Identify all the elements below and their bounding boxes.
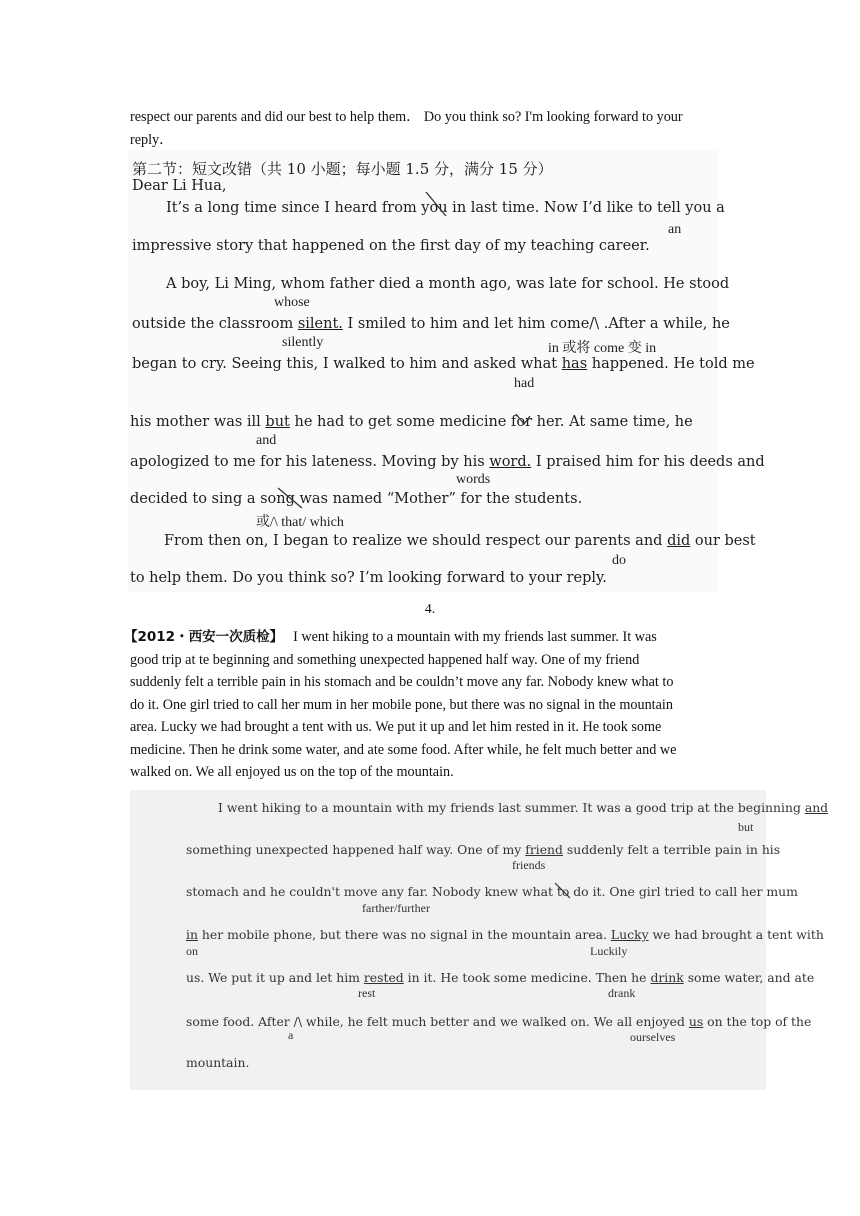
scan1-correction-4a: silently xyxy=(282,335,324,350)
scan1-line-7-error: word. xyxy=(489,454,532,470)
passage-line-6: medicine. Then he drink some water, and ate some food. After while, he felt much better and we xyxy=(130,742,677,758)
handwritten-strike-mark-2 xyxy=(552,880,574,902)
scan1-salutation: Dear Li Hua, xyxy=(132,178,227,194)
scan2-line-6-error: us xyxy=(688,1014,704,1029)
scan2-line-2-a: something unexpected happened half way. One of my xyxy=(186,842,526,857)
scan1-line-3: A boy, Li Ming, whom father died a month ago, was late for school. He stood xyxy=(166,276,730,292)
scan1-line-6-error: but xyxy=(265,414,290,430)
scan1-correction-5: had xyxy=(514,376,535,391)
scan2-line-4-b: we had brought a tent with xyxy=(648,927,824,942)
passage-line-4: do it. One girl tried to call her mum in her mobile pone, but there was no signal in the mountain xyxy=(130,697,673,713)
scan2-line-5-b: in it. He took some medicine. Then he xyxy=(403,970,651,985)
scan2-line-5-c: some water, and ate xyxy=(683,970,815,985)
scanned-correction-image-2 xyxy=(130,790,829,1090)
scan1-correction-7: words xyxy=(456,472,491,487)
scan2-line-5-a: us. We put it up and let him xyxy=(186,970,364,985)
scan1-line-10: to help them. Do you think so? I’m looking forward to your reply. xyxy=(130,570,607,586)
scan2-line-5 xyxy=(186,970,814,985)
scan1-line-9-a: From then on, I began to realize we should respect our parents and xyxy=(164,533,668,549)
scan2-line-4-a: her mobile phone, but there was no signal in the mountain area. xyxy=(197,927,611,942)
handwritten-insert-mark xyxy=(512,410,532,430)
scan1-line-6 xyxy=(130,414,693,430)
scan1-correction-3: whose xyxy=(274,295,310,310)
scan2-line-2 xyxy=(186,842,780,857)
scan1-line-6-b: he had to get some medicine for her. At same time, he xyxy=(289,414,693,430)
scan2-correction-4a: on xyxy=(186,944,198,958)
scan1-line-5 xyxy=(132,356,755,372)
scan2-line-1-error: and xyxy=(804,800,829,815)
passage-line-1-text: I went hiking to a mountain with my friends last summer. It was xyxy=(293,629,657,645)
scan2-line-7: mountain. xyxy=(186,1055,250,1070)
scan2-line-1-a: I went hiking to a mountain with my friends last summer. It was a good trip at the beginning xyxy=(218,800,805,815)
scan1-correction-9: do xyxy=(612,553,626,568)
scan2-correction-2: friends xyxy=(512,858,546,872)
scan1-line-2: impressive story that happened on the first day of my teaching career. xyxy=(132,238,650,254)
scan1-correction-6: and xyxy=(256,433,277,448)
scan2-line-5-error-2: drink xyxy=(650,970,684,985)
scan1-line-9-b: our best xyxy=(690,533,756,549)
scan1-line-4-error: silent. xyxy=(297,316,343,332)
scan1-line-1: It’s a long time since I heard from you in last time. Now I’d like to tell you a xyxy=(166,200,725,216)
scan1-line-7-b: I praised him for his deeds and xyxy=(531,454,765,470)
handwritten-strike-mark xyxy=(276,486,306,512)
scan1-line-9-error: did xyxy=(667,533,691,549)
scan2-correction-6b: ourselves xyxy=(630,1030,676,1044)
scan1-line-7-a: apologized to me for his lateness. Moving by his xyxy=(130,454,490,470)
intro-line-2: reply． xyxy=(130,132,174,148)
scan2-correction-5b: drank xyxy=(608,986,636,1000)
scan2-line-6-a: some food. After /\ while, he felt much better and we walked on. We all enjoyed xyxy=(186,1014,689,1029)
section-number: 4. xyxy=(424,602,436,617)
scan1-line-5-a: began to cry. Seeing this, I walked to him and asked what xyxy=(132,356,562,372)
scan1-heading: 第二节：短文改错（共 10 小题；每小题 1.5 分，满分 15 分） xyxy=(132,160,553,178)
passage-line-3: suddenly felt a terrible pain in his stomach and be couldn’t move any far. Nobody knew what to xyxy=(130,674,674,690)
scan1-correction-8: 或/\ that/ which xyxy=(256,515,344,530)
scan2-line-4-error-2: Lucky xyxy=(610,927,649,942)
scan2-line-4-error-1: in xyxy=(186,927,198,942)
scan2-line-2-error: friend xyxy=(525,842,563,857)
scan1-line-9 xyxy=(164,533,756,549)
scan2-correction-5a: rest xyxy=(358,986,376,1000)
scan2-line-6-b: on the top of the xyxy=(703,1014,812,1029)
passage-source: 【2012・西安一次质检】 xyxy=(124,629,284,645)
scan2-correction-1: but xyxy=(738,820,754,834)
scan1-line-4 xyxy=(132,316,730,332)
scan2-correction-4b: Luckily xyxy=(590,944,628,958)
scan2-line-1 xyxy=(218,800,828,815)
scan1-line-5-error: has xyxy=(561,356,588,372)
scan1-line-7 xyxy=(130,454,765,470)
intro-line-1: respect our parents and did our best to help them． Do you think so? I'm looking forward to your xyxy=(130,109,683,125)
scan2-line-6 xyxy=(186,1014,811,1029)
scan2-line-5-error-1: rested xyxy=(363,970,404,985)
passage-line-7: walked on. We all enjoyed us on the top of the mountain. xyxy=(130,764,454,780)
scan1-line-5-b: happened. He told me xyxy=(587,356,755,372)
scan2-line-4 xyxy=(186,927,824,942)
scan1-correction-4b: in 或将 come 变 in xyxy=(548,341,657,356)
handwritten-check-mark xyxy=(424,190,448,220)
scan2-correction-3: farther/further xyxy=(362,901,430,915)
scan2-line-3: stomach and he couldn't move any far. Nobody knew what to do it. One girl tried to call her mum xyxy=(186,884,798,899)
scanned-correction-image-1 xyxy=(128,150,765,592)
scan2-correction-6a: a xyxy=(288,1028,294,1042)
scan1-correction-1: an xyxy=(668,222,682,237)
scan1-line-8: decided to sing a song was named “Mother” for the students. xyxy=(130,491,583,507)
scan1-line-6-a: his mother was ill xyxy=(130,414,266,430)
scan2-line-2-b: suddenly felt a terrible pain in his xyxy=(562,842,781,857)
scan1-line-4-b: I smiled to him and let him come/\ .After a while, he xyxy=(342,316,730,332)
scan1-line-4-a: outside the classroom xyxy=(132,316,298,332)
passage-line-2: good trip at te beginning and something unexpected happened half way. One of my friend xyxy=(130,652,640,668)
passage-line-5: area. Lucky we had brought a tent with us. We put it up and let him rested in it. He took some xyxy=(130,719,662,735)
passage-line-1 xyxy=(124,626,732,649)
